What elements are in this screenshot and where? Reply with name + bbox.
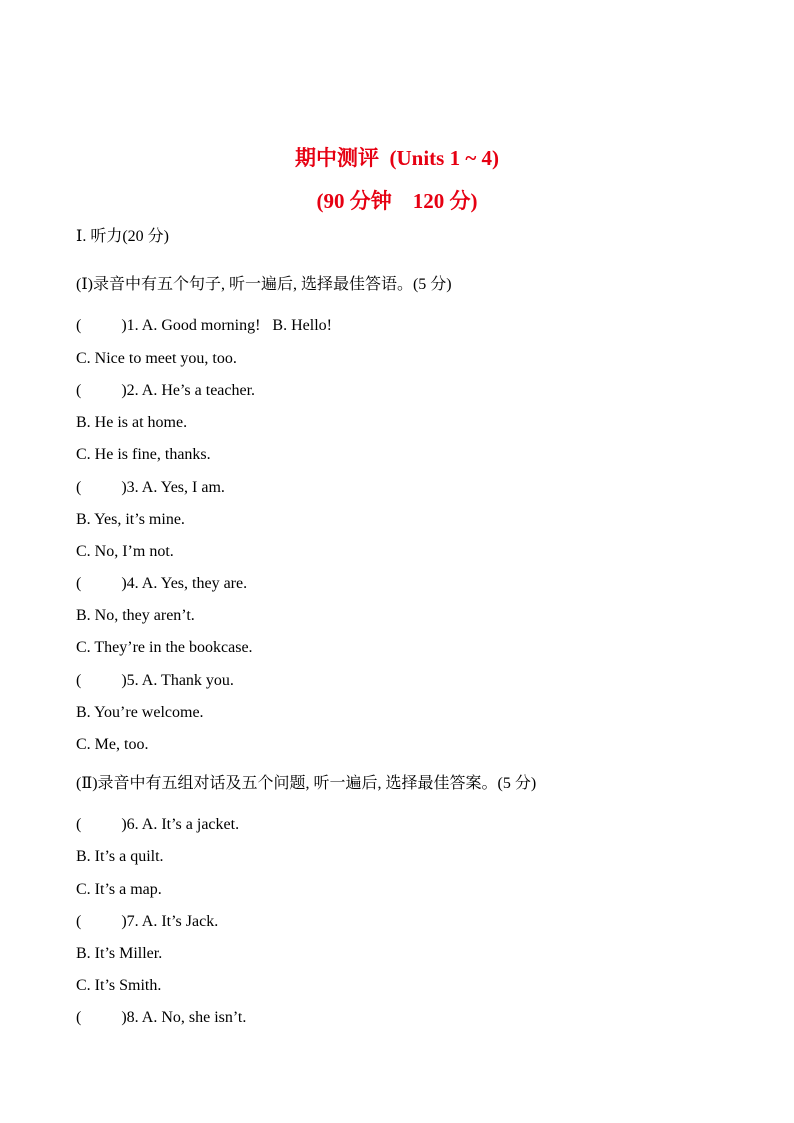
- option-line: C. No, I’m not.: [76, 543, 174, 560]
- question-line: ( )5. A. Thank you.: [76, 672, 234, 689]
- question-line: ( )7. A. It’s Jack.: [76, 913, 219, 930]
- question-line: ( )2. A. He’s a teacher.: [76, 382, 256, 399]
- option-line: B. No, they aren’t.: [76, 607, 195, 624]
- question-line: ( )1. A. Good morning! B. Hello!: [76, 317, 332, 334]
- option-line: B. It’s Miller.: [76, 945, 163, 962]
- option-line: C. They’re in the bookcase.: [76, 639, 253, 656]
- question-line: ( )4. A. Yes, they are.: [76, 575, 248, 592]
- question-line: ( )3. A. Yes, I am.: [76, 479, 225, 496]
- option-line: C. It’s Smith.: [76, 977, 162, 994]
- part1-heading: (Ⅰ)录音中有五个句子, 听一遍后, 选择最佳答语。(5 分): [76, 276, 452, 293]
- question-line: ( )8. A. No, she isn’t.: [76, 1009, 247, 1026]
- option-line: B. He is at home.: [76, 414, 188, 431]
- option-line: B. It’s a quilt.: [76, 848, 164, 865]
- section-heading-listening: Ⅰ. 听力(20 分): [76, 228, 169, 245]
- option-line: C. He is fine, thanks.: [76, 446, 211, 463]
- option-line: B. Yes, it’s mine.: [76, 511, 185, 528]
- option-line: C. Nice to meet you, too.: [76, 350, 237, 367]
- part2-heading: (Ⅱ)录音中有五组对话及五个问题, 听一遍后, 选择最佳答案。(5 分): [76, 775, 537, 792]
- option-line: B. You’re welcome.: [76, 704, 204, 721]
- exam-duration-score: (90 分钟 120 分): [316, 189, 478, 213]
- question-line: ( )6. A. It’s a jacket.: [76, 816, 240, 833]
- option-line: C. It’s a map.: [76, 881, 162, 898]
- option-line: C. Me, too.: [76, 736, 149, 753]
- exam-title: 期中测评 (Units 1 ~ 4): [294, 146, 499, 170]
